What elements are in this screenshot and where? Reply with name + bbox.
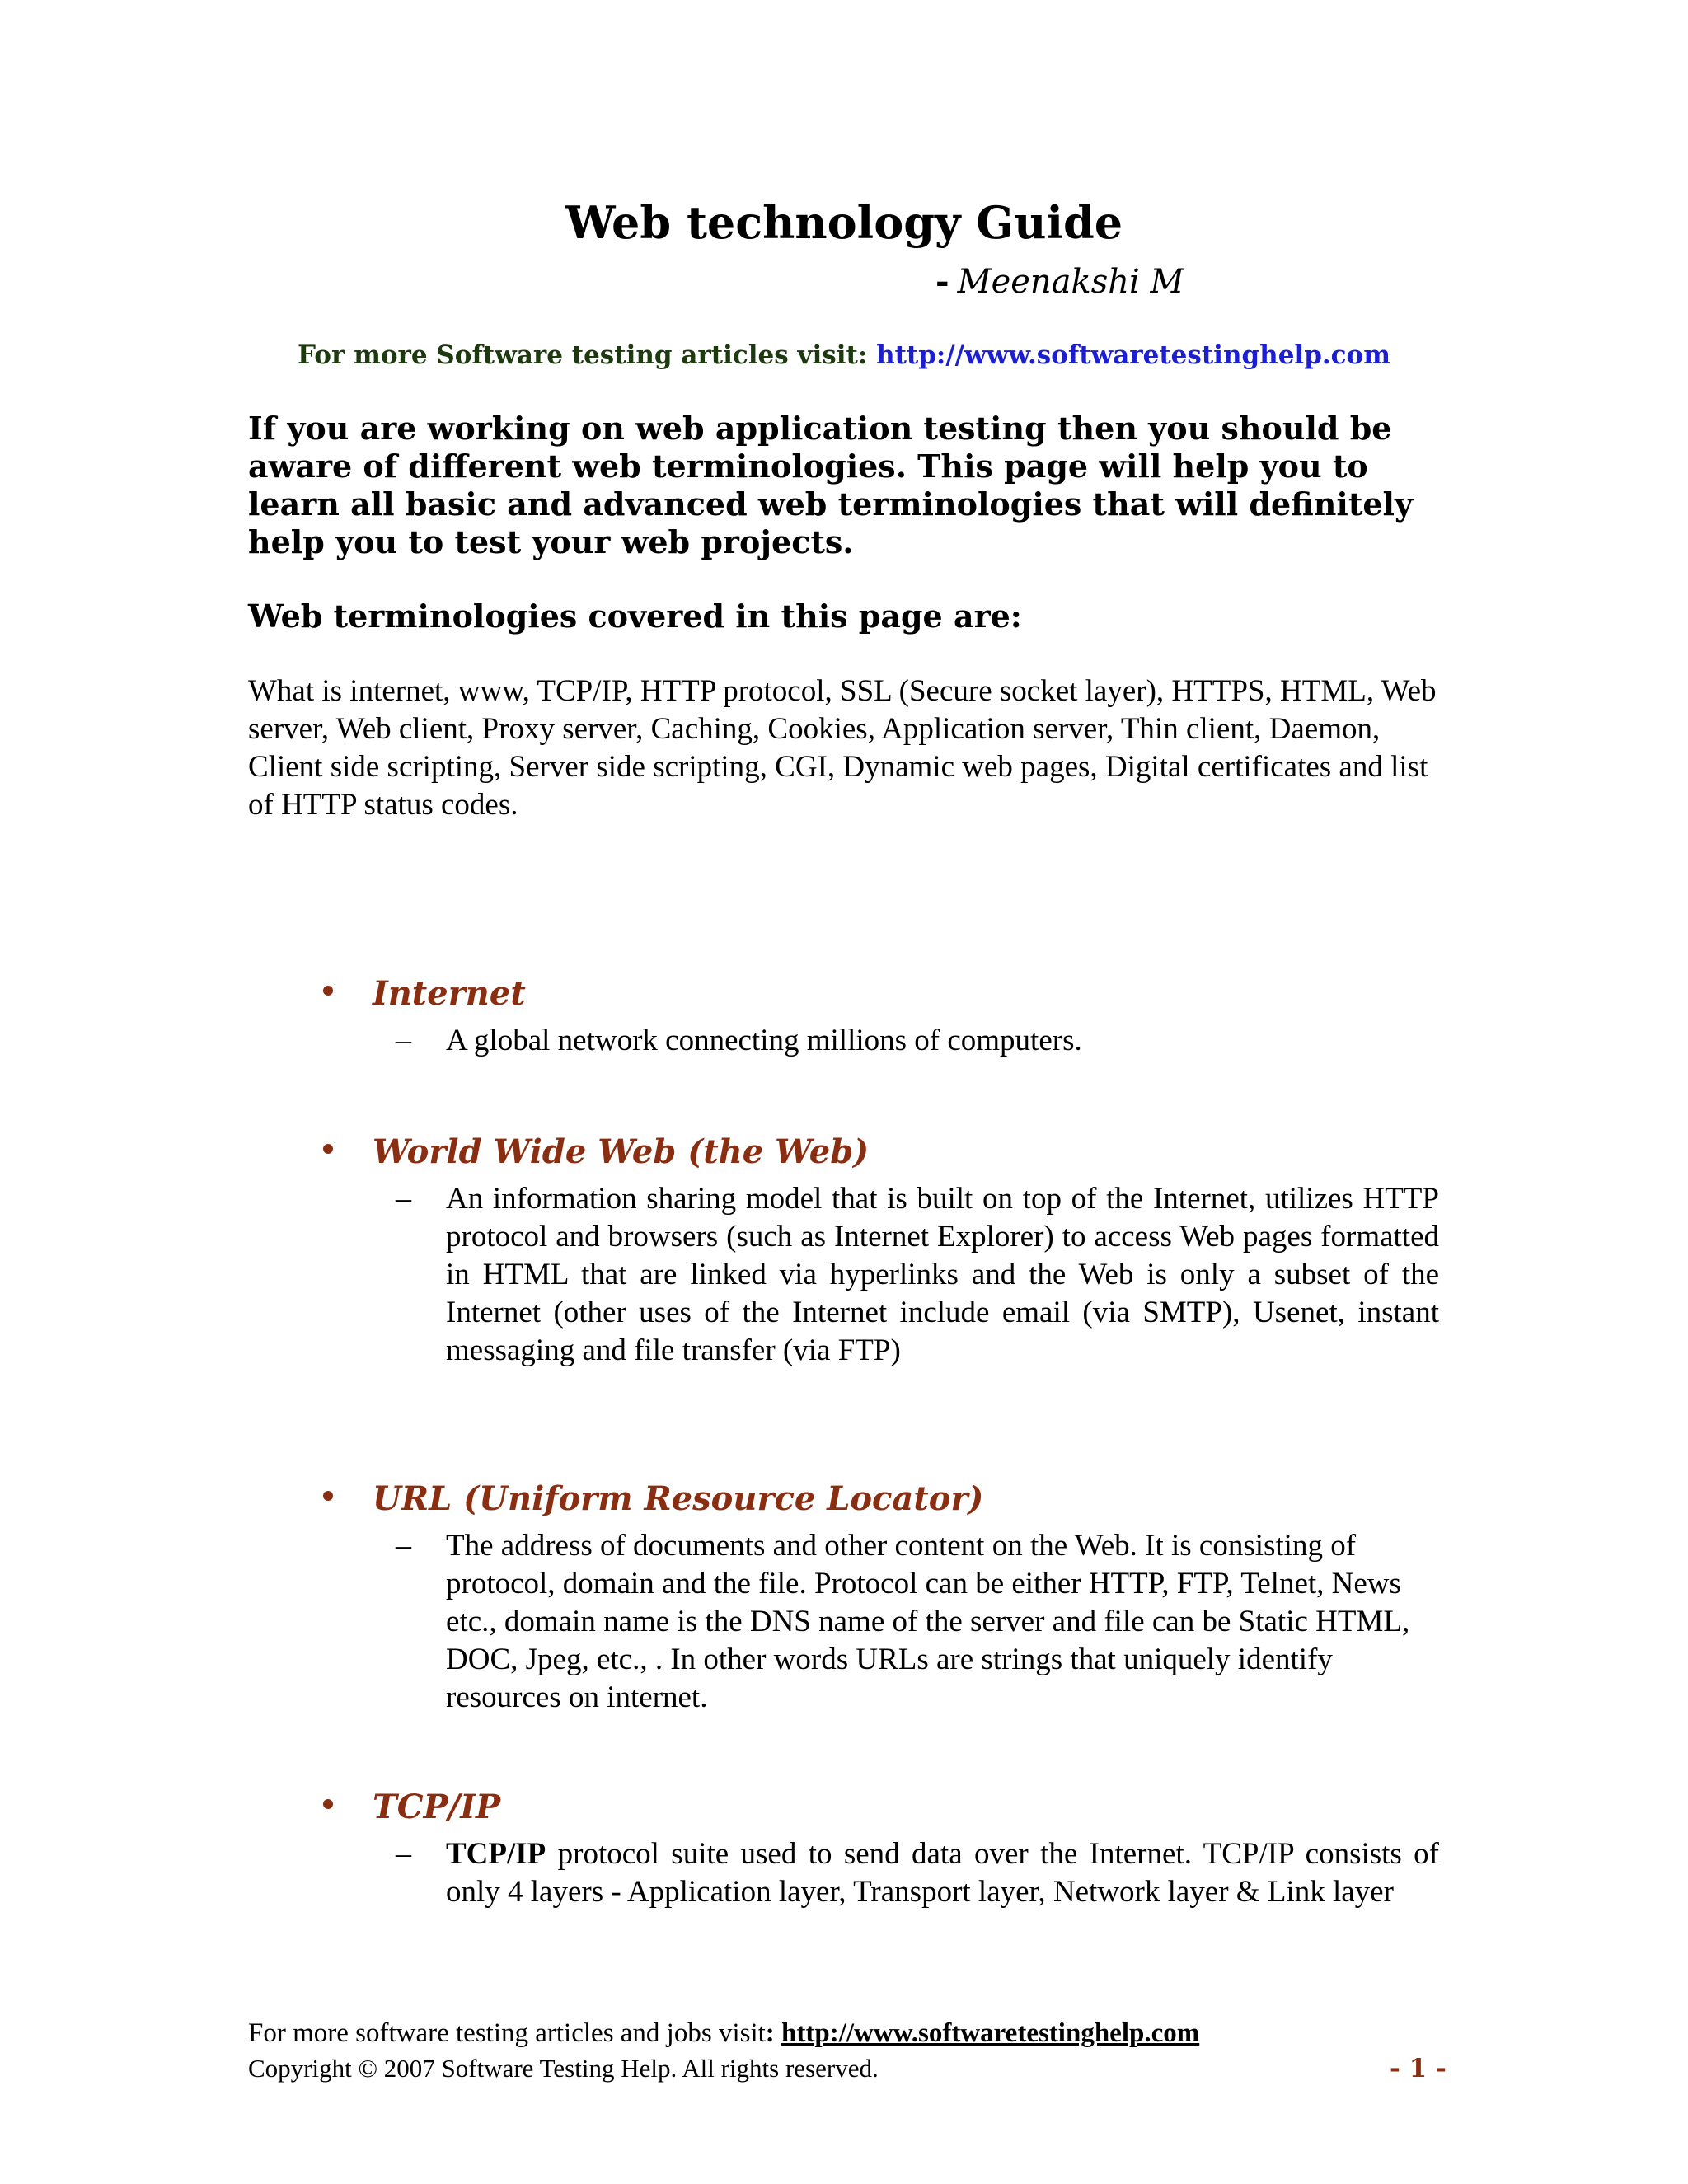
term-dash: – — [396, 1181, 411, 1216]
term-dash: – — [396, 1836, 411, 1871]
bullet-icon — [323, 1799, 333, 1809]
term-definition-text: protocol suite used to send data over the Internet. TCP/IP consists of only 4 layers - Application layer, Transport layer, Network layer & Link layer — [446, 1837, 1439, 1909]
header-visit-line — [0, 340, 1688, 370]
page-number: - 1 - — [1390, 2054, 1447, 2083]
header-site-link[interactable]: http://www.softwaretestinghelp.com — [876, 340, 1391, 370]
covered-heading: Web terminologies covered in this page are: — [248, 598, 1022, 635]
bullet-icon — [323, 986, 333, 996]
author-name: Meenakshi M — [957, 263, 1184, 301]
term-definition: A global network connecting millions of computers. — [446, 1024, 1082, 1057]
term-dash: – — [396, 1023, 411, 1057]
term-dash: – — [396, 1528, 411, 1563]
footer-site-link[interactable]: http://www.softwaretestinghelp.com — [781, 2018, 1200, 2048]
term-title: Internet — [373, 974, 526, 1013]
author-line — [935, 262, 1184, 301]
term-definition-bold: TCP/IP — [446, 1837, 546, 1871]
term-title: TCP/IP — [373, 1788, 501, 1826]
footer-visit-text: For more software testing articles and jobs visit — [248, 2018, 766, 2048]
footer-colon: : — [765, 2018, 775, 2048]
term-title: URL (Uniform Resource Locator) — [373, 1479, 984, 1518]
author-dash: - — [935, 262, 950, 301]
intro-paragraph: If you are working on web application testing then you should be aware of different web terminologies. This page will help you to learn all basic and advanced web terminologies that will definitely help you to test your web projects. — [248, 410, 1414, 560]
bullet-icon — [323, 1144, 333, 1154]
header-visit-text: For more Software testing articles visit: — [297, 340, 868, 370]
covered-terms-list: What is internet, www, TCP/IP, HTTP protocol, SSL (Secure socket layer), HTTPS, HTML, Web server, Web client, Proxy server, Caching, Cookies, Application server, Thin client, Daemon, Client side scripting, Server side scripting, CGI, Dynamic web pages, Digital certificates and list of HTTP status codes. — [248, 674, 1437, 822]
term-title: World Wide Web (the Web) — [373, 1132, 870, 1171]
copyright-notice: Copyright © 2007 Software Testing Help. All rights reserved. — [248, 2054, 879, 2083]
term-definition: The address of documents and other content on the Web. It is consisting of protocol, domain and the file. Protocol can be either HTTP, FTP, Telnet, News etc., domain name is the DNS name of the server and file can be Static HTML, DOC, Jpeg, etc., . In other words URLs are strings that uniquely identify resources on internet. — [446, 1529, 1410, 1714]
page-title: Web technology Guide — [565, 196, 1123, 249]
footer-visit-line — [248, 2018, 1427, 2049]
term-definition — [446, 1835, 1439, 1911]
term-definition: An information sharing model that is built on top of the Internet, utilizes HTTP protocol and browsers (such as Internet Explorer) to access Web pages formatted in HTML that are linked via hyperlinks and the Web is only a subset of the Internet (other uses of the Internet include email (via SMTP), Usenet, instant messaging and file transfer (via FTP) — [446, 1182, 1439, 1367]
bullet-icon — [323, 1491, 333, 1501]
